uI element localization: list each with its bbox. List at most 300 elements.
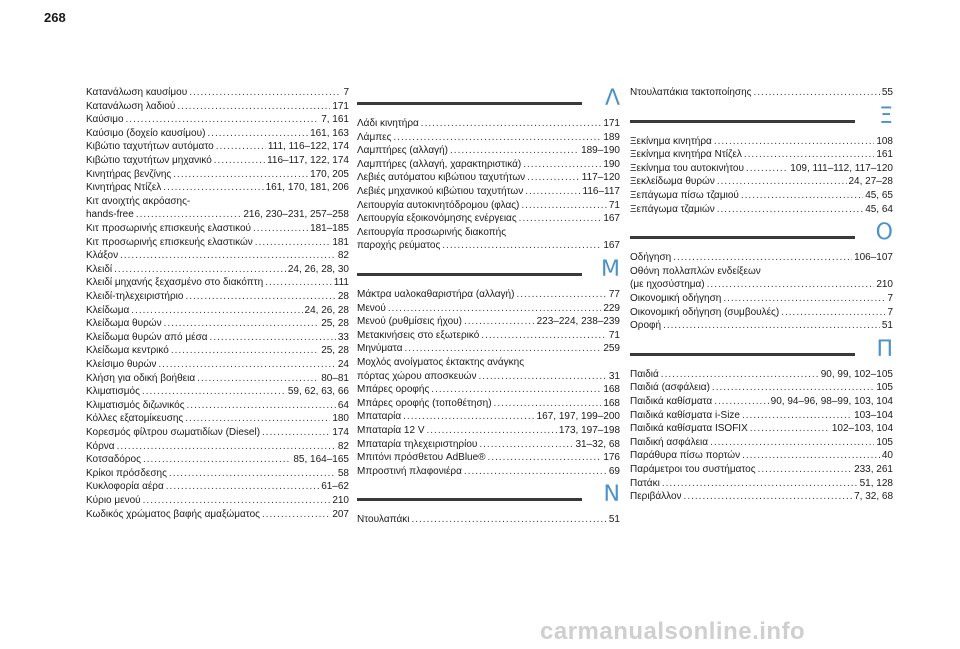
index-entry (357, 117, 620, 130)
leader-dots (523, 158, 601, 171)
entry-term: Κλείδωμα θυρών από μέσα (86, 331, 208, 343)
entry-term: Μπιτόνι πρόσθετου AdBlue® (357, 452, 486, 464)
entry-pages: 168 (603, 397, 620, 409)
entry-pages: 24, 27–28 (848, 176, 893, 188)
index-entry (357, 424, 620, 437)
leader-dots (163, 181, 263, 194)
entry-term: Κινητήρας Ντίζελ (86, 182, 162, 194)
entry-term: Οικονομική οδήγηση (συμβουλές) (630, 306, 780, 318)
index-entry (357, 199, 620, 212)
section-header (357, 86, 620, 116)
entry-term: Κόρνα (86, 440, 115, 452)
index-entry (86, 440, 349, 453)
index-entry (86, 290, 349, 303)
entry-term: Κύριο μενού (86, 495, 141, 506)
leader-dots (750, 422, 830, 435)
index-entry (86, 344, 349, 357)
entry-term: Κιτ προσωρινής επισκευής ελαστικού (86, 223, 251, 234)
leader-dots (464, 315, 535, 328)
index-entry (86, 426, 349, 439)
entry-term: Λάμπες (357, 131, 392, 143)
entry-term: Μπαταρία 12 V (357, 425, 425, 436)
leader-dots (405, 342, 602, 355)
index-entry (86, 222, 349, 235)
entry-term: Κυκλοφορία αέρα (86, 481, 164, 493)
index-entry (630, 251, 893, 264)
leader-dots (525, 185, 580, 198)
section-header (630, 337, 893, 367)
leader-dots (450, 144, 579, 157)
index-entry (630, 306, 893, 319)
entry-pages: 24, 26, 28 (304, 304, 349, 316)
entry-pages: 111, 116–122, 174 (267, 141, 349, 153)
index-entry (86, 208, 349, 221)
index-entry (357, 451, 620, 464)
section-divider (357, 273, 582, 276)
leader-dots (158, 358, 336, 371)
section-letter: Ξ (879, 103, 893, 129)
index-entry (357, 185, 620, 198)
entry-pages: 259 (603, 343, 620, 355)
entry-term: Μοχλός ανοίγματος έκτακτης ανάγκης (357, 357, 525, 368)
index-entry (630, 135, 893, 148)
entry-term: Κλάξον (86, 250, 119, 262)
entry-pages: 180 (332, 413, 349, 425)
index-entry (86, 249, 349, 262)
entry-pages: 190 (603, 158, 620, 170)
entry-term: Κιτ προσωρινής επισκευής ελαστικών (86, 236, 253, 248)
index-entry (630, 381, 893, 394)
leader-dots (143, 494, 331, 507)
entry-term: Μπαταρία τηλεχειριστηρίου (357, 438, 478, 450)
index-entry (630, 292, 893, 305)
entry-pages: 167 (603, 213, 620, 225)
section-header (357, 482, 620, 512)
entry-pages: 28 (337, 291, 349, 302)
index-entry (357, 288, 620, 301)
leader-dots (253, 222, 308, 235)
entry-pages: 80–81 (321, 372, 349, 384)
leader-dots (114, 263, 286, 276)
leader-dots (714, 135, 874, 148)
entry-pages: 7 (887, 293, 893, 304)
page-number: 268 (44, 10, 66, 25)
entry-pages: 111 (333, 277, 349, 289)
index-entry (86, 480, 349, 493)
entry-term: Κλειδί-τηλεχειριστήριο (86, 291, 184, 302)
entry-term: Λειτουργία εξοικονόμησης ενέργειας (357, 213, 517, 225)
entry-term: πόρτας χώρου αποσκευών (357, 370, 477, 382)
index-entry (86, 453, 349, 466)
section-divider (630, 120, 855, 123)
entry-pages: 31 (608, 370, 620, 382)
leader-dots (216, 140, 266, 153)
leader-dots (207, 127, 308, 140)
entry-pages: 109, 111–112, 117–120 (790, 162, 893, 174)
entry-term: Παράμετροι του συστήματος (630, 464, 756, 475)
leader-dots (479, 370, 607, 383)
entry-term: Ντουλαπάκι (357, 514, 410, 526)
entry-pages: 161, 170, 181, 206 (265, 182, 349, 194)
section-letter: Λ (604, 86, 620, 111)
leader-dots (166, 480, 319, 493)
entry-pages: 106–107 (854, 252, 893, 264)
leader-dots (516, 288, 606, 301)
index-entry (86, 317, 349, 330)
leader-dots (712, 381, 874, 394)
entry-pages: 181–185 (310, 223, 349, 234)
entry-term: Κινητήρας βενζίνης (86, 168, 172, 180)
entry-pages: 69 (608, 465, 620, 477)
entry-pages: 51 (881, 320, 893, 332)
section-letter: Ν (603, 482, 620, 508)
entry-term: Κρίκοι πρόσδεσης (86, 467, 167, 479)
entry-pages: 174 (332, 427, 349, 438)
entry-term: Ντουλαπάκια τακτοποίησης (630, 87, 752, 98)
entry-term: hands-free (86, 209, 134, 221)
leader-dots (143, 453, 291, 466)
entry-term: Κιβώτιο ταχυτήτων αυτόματο (86, 141, 214, 153)
leader-dots (714, 395, 768, 408)
leader-dots (744, 148, 874, 161)
entry-term: Οικονομική οδήγηση (630, 293, 722, 304)
entry-pages: 85, 164–165 (293, 454, 349, 466)
index-entry (357, 370, 620, 383)
index-entry (86, 331, 349, 344)
entry-pages: 168 (603, 384, 620, 396)
index-entry (357, 131, 620, 144)
index-entry (357, 212, 620, 225)
entry-pages: 55 (881, 87, 893, 98)
index-entry (357, 226, 620, 239)
index-entry (630, 409, 893, 422)
entry-pages: 171 (603, 118, 620, 129)
entry-term: Μηνύματα (357, 343, 403, 355)
entry-term: Πατάκι (630, 477, 660, 489)
leader-dots (673, 251, 852, 264)
leader-dots (177, 100, 330, 113)
index-entry (357, 158, 620, 171)
index-entry (86, 372, 349, 385)
leader-dots (171, 344, 319, 357)
leader-dots (393, 131, 601, 144)
leader-dots (758, 463, 852, 476)
index-entry (630, 436, 893, 449)
entry-pages: 90, 99, 102–105 (820, 368, 893, 380)
entry-term: Καύσιμο (δοχείο καυσίμου) (86, 127, 206, 139)
index-entry (630, 189, 893, 202)
entry-term: Κατανάλωση καυσίμου (86, 87, 188, 98)
entry-pages: 167 (603, 240, 620, 252)
index-entry (630, 86, 893, 99)
section-divider (357, 102, 582, 105)
entry-term: Μπροστινή πλαφονιέρα (357, 465, 462, 477)
index-entry (86, 276, 349, 289)
section-letter: Ο (875, 220, 893, 246)
entry-pages: 102–103, 104 (831, 423, 893, 435)
leader-dots (403, 410, 534, 423)
index-entry (357, 171, 620, 184)
entry-term: Λάδι κινητήρα (357, 118, 419, 129)
index-entry (630, 278, 893, 291)
index-entry (630, 463, 893, 476)
entry-pages: 229 (603, 302, 620, 314)
section-divider (630, 236, 855, 239)
entry-term: Παιδιά (630, 368, 659, 380)
leader-dots (421, 117, 602, 130)
index-entry (630, 319, 893, 332)
entry-term: Παιδικά καθίσματα (630, 396, 713, 407)
leader-dots (442, 239, 601, 252)
index-entry (86, 168, 349, 181)
index-entry (630, 395, 893, 408)
index-entry (86, 86, 349, 99)
index-entry (86, 100, 349, 113)
entry-pages: 167, 197, 199–200 (536, 411, 620, 423)
entry-pages: 82 (337, 250, 349, 262)
leader-dots (707, 278, 875, 291)
index-entry (86, 304, 349, 317)
leader-dots (197, 372, 319, 385)
entry-pages: 207 (332, 508, 349, 520)
leader-dots (781, 306, 885, 319)
leader-dots (723, 292, 885, 305)
leader-dots (684, 490, 853, 503)
index-entry (86, 412, 349, 425)
entry-term: Μπάρες οροφής (357, 384, 430, 396)
entry-term: Κλιματισμός διζωνικός (86, 399, 185, 411)
entry-pages: 90, 94–96, 98–99, 103, 104 (770, 396, 893, 407)
entry-pages: 181 (332, 236, 349, 248)
entry-pages: 161 (876, 149, 893, 161)
leader-dots (494, 397, 602, 410)
entry-pages: 24, 26, 28, 30 (287, 263, 349, 275)
entry-term: Παιδικά καθίσματα i-Size (630, 409, 740, 421)
leader-dots (262, 508, 330, 521)
index-entry (357, 315, 620, 328)
leader-dots (131, 304, 302, 317)
leader-dots (173, 168, 308, 181)
index-entry (357, 356, 620, 369)
entry-pages: 25, 28 (321, 318, 349, 330)
entry-term: Παράθυρα πίσω πορτών (630, 450, 741, 462)
index-entry (86, 508, 349, 521)
leader-dots (210, 331, 336, 344)
index-entry (86, 385, 349, 398)
entry-pages: 7 (343, 87, 349, 98)
entry-term: Οθόνη πολλαπλών ενδείξεων (630, 265, 761, 277)
leader-dots (185, 412, 330, 425)
entry-term: Μπαταρία (357, 411, 402, 423)
index-entry (357, 397, 620, 410)
leader-dots (265, 276, 332, 289)
entry-pages: 25, 28 (321, 345, 349, 357)
entry-pages: 216, 230–231, 257–258 (243, 209, 349, 221)
entry-term: Περιβάλλον (630, 491, 682, 503)
leader-dots (464, 465, 607, 478)
entry-term: Μενού (ρυθμίσεις ήχου) (357, 316, 462, 328)
leader-dots (527, 171, 580, 184)
entry-pages: 51 (608, 514, 620, 526)
entry-pages: 71 (608, 329, 620, 341)
leader-dots (388, 302, 601, 315)
index-entry (357, 383, 620, 396)
entry-term: Παιδικά καθίσματα ISOFIX (630, 423, 748, 435)
leader-dots (521, 199, 607, 212)
index-entry (630, 175, 893, 188)
index-entry (86, 358, 349, 371)
leader-dots (742, 449, 880, 462)
entry-term: Μενού (357, 302, 386, 314)
entry-pages: 31–32, 68 (575, 438, 620, 450)
entry-pages: 233, 261 (854, 464, 893, 475)
entry-pages: 105 (876, 436, 893, 448)
leader-dots (185, 290, 335, 303)
leader-dots (746, 162, 788, 175)
index-entry (86, 494, 349, 507)
entry-term: Κλείδωμα θυρών (86, 318, 162, 330)
leader-dots (255, 236, 331, 249)
entry-pages: 210 (876, 279, 893, 291)
entry-term: Παιδική ασφάλεια (630, 436, 709, 448)
leader-dots (742, 409, 852, 422)
entry-pages: 103–104 (854, 409, 893, 421)
entry-term: Μάκτρα υαλοκαθαριστήρα (αλλαγή) (357, 289, 515, 300)
leader-dots (431, 383, 601, 396)
index-entry (630, 162, 893, 175)
entry-term: Κωδικός χρώματος βαφής αμαξώματος (86, 508, 260, 520)
entry-term: Λεβιές μηχανικού κιβώτιου ταχυτήτων (357, 186, 524, 197)
leader-dots (519, 212, 602, 225)
section-letter: Μ (601, 257, 620, 282)
entry-pages: 64 (337, 399, 349, 411)
entry-pages: 171 (332, 100, 349, 112)
index-entry (630, 148, 893, 161)
entry-term: Κορεσμός φίλτρου σωματιδίων (Diesel) (86, 427, 261, 438)
entry-term: Καύσιμο (86, 114, 124, 126)
section-divider (630, 353, 855, 356)
index-entry (86, 140, 349, 153)
leader-dots (187, 399, 336, 412)
entry-term: Λαμπτήρες (αλλαγή) (357, 145, 449, 157)
leader-dots (481, 329, 607, 342)
index-entry (357, 144, 620, 157)
entry-pages: 116–117 (582, 186, 620, 197)
entry-pages: 33 (337, 331, 349, 343)
leader-dots (717, 175, 847, 188)
entry-term: Ξεκίνημα κινητήρα Ντίζελ (630, 149, 742, 161)
entry-term: Λεβιές αυτόματου κιβώτιου ταχυτήτων (357, 172, 526, 184)
index-entry (630, 422, 893, 435)
index-entry (630, 490, 893, 503)
leader-dots (142, 385, 286, 398)
entry-pages: 116–117, 122, 174 (267, 155, 349, 166)
leader-dots (120, 249, 336, 262)
index-entry (357, 342, 620, 355)
leader-dots (717, 203, 863, 216)
section-letter: Π (876, 336, 893, 362)
index-entry (630, 265, 893, 278)
leader-dots (479, 438, 573, 451)
entry-pages: 176 (603, 452, 620, 464)
leader-dots (411, 513, 606, 526)
leader-dots (661, 368, 819, 381)
entry-pages: 170, 205 (310, 168, 349, 180)
entry-term: Κλείσιμο θυρών (86, 359, 157, 370)
entry-term: Κλήση για οδική βοήθεια (86, 372, 196, 384)
entry-pages: 7 (887, 306, 893, 318)
entry-term: Λειτουργία προσωρινής διακοπής (357, 226, 507, 238)
entry-pages: 45, 65 (865, 190, 893, 201)
index-entry (630, 449, 893, 462)
entry-pages: 173, 197–198 (558, 425, 620, 436)
entry-pages: 40 (881, 450, 893, 462)
entry-term: Κατανάλωση λαδιού (86, 100, 176, 112)
leader-dots (488, 451, 602, 464)
entry-pages: 61–62 (321, 481, 349, 493)
index-entry (357, 329, 620, 342)
entry-term: Οροφή (630, 320, 662, 332)
entry-term: Κοτσαδόρος (86, 454, 141, 466)
entry-term: Ξεκλείδωμα θυρών (630, 176, 715, 188)
index-entry (630, 368, 893, 381)
index-entry (86, 113, 349, 126)
leader-dots (663, 319, 880, 332)
entry-term: Κόλλες εξατομίκευσης (86, 413, 184, 425)
entry-pages: 7, 161 (321, 114, 349, 126)
leader-dots (262, 426, 330, 439)
index-entry (86, 127, 349, 140)
leader-dots (741, 189, 863, 202)
leader-dots (136, 208, 242, 221)
entry-pages: 105 (876, 382, 893, 394)
index-entry (357, 513, 620, 526)
entry-term: (με ηχοσύστημα) (630, 279, 705, 291)
section-header (630, 220, 893, 250)
leader-dots (214, 154, 265, 167)
watermark: carmanualsonline.info (540, 618, 806, 645)
entry-pages: 108 (876, 135, 893, 147)
entry-pages: 71 (608, 199, 620, 211)
entry-pages: 77 (608, 289, 620, 300)
entry-term: Μπάρες οροφής (τοποθέτηση) (357, 397, 492, 409)
entry-pages: 223–224, 238–239 (536, 316, 620, 328)
index-entry (357, 465, 620, 478)
entry-term: Κλείδωμα (86, 304, 130, 316)
entry-term: Κλιματισμός (86, 386, 140, 398)
entry-pages: 24 (337, 359, 349, 370)
index-entry (630, 203, 893, 216)
index-entry (86, 181, 349, 194)
entry-term: παροχής ρεύματος (357, 240, 441, 252)
index-entry (357, 410, 620, 423)
leader-dots (126, 113, 320, 126)
entry-pages: 161, 163 (310, 127, 349, 139)
index-entry (357, 438, 620, 451)
entry-term: Κιβώτιο ταχυτήτων μηχανικό (86, 155, 212, 166)
entry-pages: 189 (603, 131, 620, 143)
index-entry (357, 239, 620, 252)
entry-term: Ξεπάγωμα τζαμιών (630, 203, 715, 215)
entry-term: Κιτ ανοιχτής ακρόασης- (86, 195, 191, 207)
index-entry (86, 399, 349, 412)
index-entry (86, 467, 349, 480)
entry-term: Λειτουργία αυτοκινητόδρομου (φλας) (357, 199, 520, 211)
index-entry (357, 302, 620, 315)
index-entry (86, 236, 349, 249)
leader-dots (710, 436, 874, 449)
entry-term: Λαμπτήρες (αλλαγή, χαρακτηριστικά) (357, 158, 522, 170)
